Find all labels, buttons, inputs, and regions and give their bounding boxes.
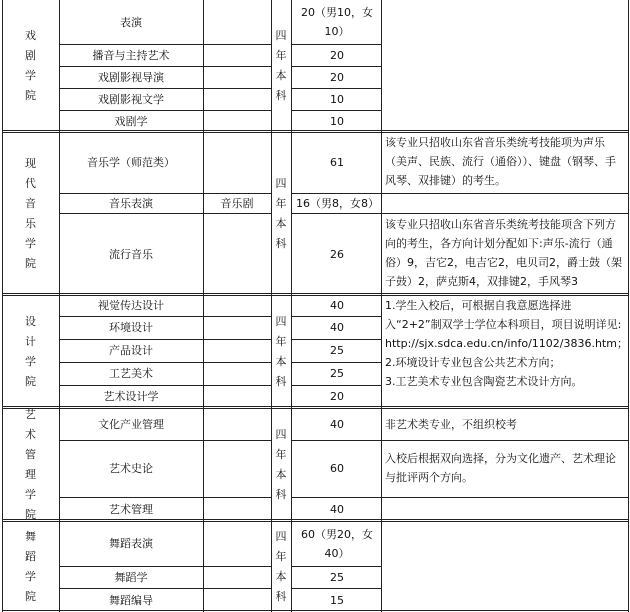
plan-cell: 25	[330, 344, 344, 357]
note-cell: 非艺术类专业，不组织校考	[385, 417, 517, 431]
major-cell: 播音与主持艺术	[92, 48, 170, 62]
plan-cell: 40	[330, 417, 344, 431]
major-cell: 舞蹈表演	[109, 537, 153, 550]
major-cell: 舞蹈学	[114, 570, 148, 584]
plan-cell: 20	[330, 48, 344, 62]
plan-cell: 15	[330, 593, 344, 607]
major-cell: 音乐表演	[109, 196, 153, 210]
level-drama: 四 年 本 科	[275, 29, 287, 102]
plan-cell: 25	[330, 367, 344, 380]
major-cell: 文化产业管理	[98, 417, 164, 431]
plan-cell: 16（男8，女8）	[296, 196, 379, 210]
plan-cell: 40	[330, 321, 344, 334]
level-design: 四 年 本 科	[275, 314, 287, 388]
major-cell: 视觉传达设计	[98, 299, 164, 312]
major-cell: 戏剧学	[114, 114, 148, 128]
major-cell: 产品设计	[109, 344, 153, 357]
major-cell: 戏剧影视文学	[98, 92, 164, 106]
plan-cell: 10	[330, 114, 344, 128]
plan-cell: 26	[330, 247, 344, 261]
major-cell: 艺术管理	[109, 502, 153, 516]
plan-cell: 10	[330, 92, 344, 106]
major-cell: 舞蹈编导	[109, 593, 153, 607]
major-cell: 表演	[120, 15, 142, 29]
college-name-art-management: 艺 术 管 理 学 院	[25, 408, 36, 521]
college-name-design: 设 计 学 院	[25, 314, 36, 388]
college-name-drama: 戏 剧 学 院	[25, 29, 36, 102]
major-cell: 艺术设计学	[103, 390, 159, 403]
direction-cell: 音乐剧	[220, 196, 254, 210]
major-cell: 环境设计	[109, 321, 153, 334]
plan-cell: 20	[330, 390, 344, 403]
plan-cell: 60（男20，女40）	[301, 527, 373, 560]
plan-cell: 61	[330, 156, 344, 169]
note-cell: 入校后根据双向选择，分为文化遗产、艺术理论与批评两个方向。	[385, 452, 616, 484]
note-cell: 该专业只招收山东省音乐类统考技能项为声乐（美声、民族、流行（通俗））、键盘（钢琴、手风琴、双排键）的考生。	[385, 136, 616, 187]
college-name-dance: 舞 蹈 学 院	[25, 529, 36, 603]
major-cell: 戏剧影视导演	[98, 70, 164, 84]
plan-cell: 25	[330, 570, 344, 584]
note-cell-design: 1.学生入校后，可根据自我意愿选择进入“2+2”制双学士学位本科项目，项目说明详见: http://sjx.sdca.edu.cn/info/1102/3836.htm； 2.环境设计专业包含公共艺术方向； 3.工艺美术专业包含陶瓷艺术设计方向。	[385, 299, 628, 388]
major-cell: 音乐学（师范类）	[87, 156, 175, 169]
plan-cell: 40	[330, 299, 344, 312]
level-art-management: 四 年 本 科	[275, 427, 287, 501]
plan-cell: 20	[330, 70, 344, 84]
major-cell: 工艺美术	[109, 367, 153, 380]
plan-cell: 60	[330, 462, 344, 475]
plan-cell: 20（男10，女10）	[301, 6, 373, 38]
major-cell: 艺术史论	[109, 462, 153, 475]
level-dance: 四 年 本 科	[275, 529, 287, 603]
plan-cell: 40	[330, 502, 344, 516]
level-modern-music: 四 年 本 科	[275, 176, 287, 250]
college-name-modern-music: 现 代 音 乐 学 院	[25, 156, 36, 270]
major-cell: 流行音乐	[109, 247, 153, 261]
note-cell: 该专业只招收山东省音乐类统考技能项含下列方向的考生，各方向计划分配如下:声乐-流行（通俗）9，吉它2，电吉它2，电贝司2，爵士鼓（架子鼓）2，萨克斯4，双排键2，手风琴3	[385, 218, 622, 288]
